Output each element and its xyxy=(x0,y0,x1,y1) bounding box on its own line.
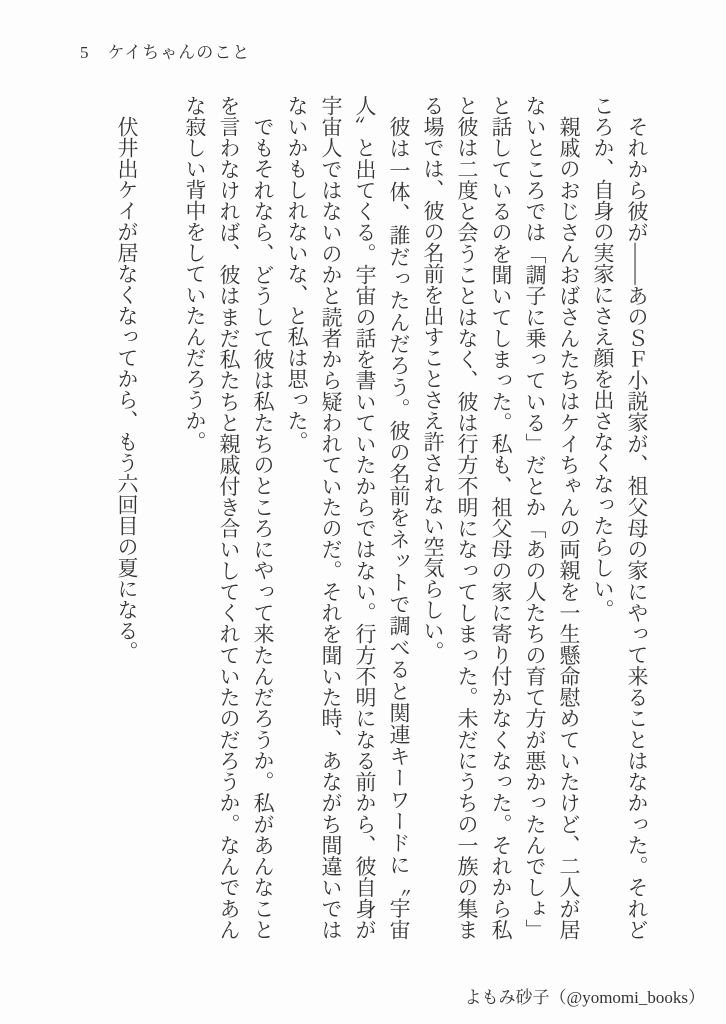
vertical-text-body xyxy=(110,95,654,940)
author-credit: よもみ砂子（@yomomi_books） xyxy=(464,988,705,1007)
paragraph: でもそれなら、どうして彼は私たちのところにやって来たんだろうか。私があんなことを言わなければ、彼はまだ私たちと親戚付き合いしてくれていたのだろうか。なんであんな寂しい背中をしていたんだろうか。 xyxy=(183,95,275,940)
paragraph: 伏井出ケイが居なくなってから、もう六回目の夏になる。 xyxy=(115,116,139,662)
chapter-header: 5 ケイちゃんのこと xyxy=(80,43,251,62)
paragraph: それから彼が――あのＳＦ小説家が、祖父母の家にやって来ることはなかった。それどころか、自身の実家にさえ顔を出さなくなったらしい。 xyxy=(591,95,649,940)
paragraph: 彼は一体、誰だったんだろう。彼の名前をネットで調べると関連キーワードに〝宇宙人〟と出てくる。宇宙の話を書いていたからではない。行方不明になる前から、彼自身が宇宙人ではないのかと読者から疑われていたのだ。それを聞いた時、あながち間違いではないかもしれないな、と私は思った。 xyxy=(285,95,411,940)
paragraph: 親戚のおじさんおばさんたちはケイちゃんの両親を一生懸命慰めていたけど、二人が居ないところでは「調子に乗っている」だとか「あの人たちの育て方が悪かったんでしょ」と話しているのを聞いてしまった。私も、祖父母の家に寄り付かなくなった。それから私と彼は二度と会うことはなく、彼は行方不明になってしまった。未だにうちの一族の集まる場では、彼の名前を出すことさえ許されない空気らしい。 xyxy=(421,95,581,940)
